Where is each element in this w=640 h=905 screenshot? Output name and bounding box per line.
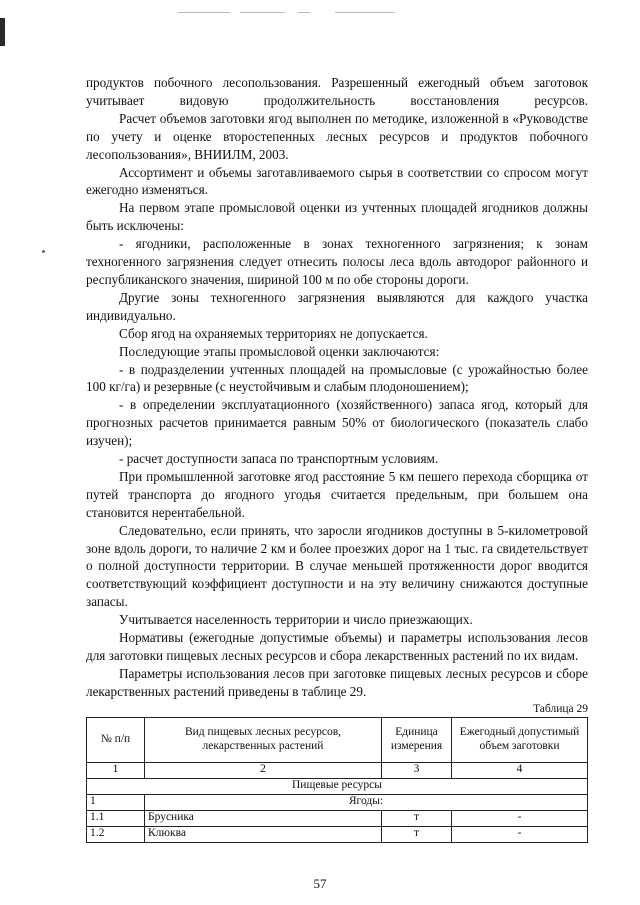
- paragraph: Нормативы (ежегодные допустимые объемы) и параметры использования лесов для заготовки пищевых лесных ресурсов и сбора лекарственных растений по их видам.: [86, 630, 588, 663]
- row-unit: т: [382, 826, 452, 842]
- scan-line: [178, 12, 230, 13]
- group-name: Ягоды:: [145, 794, 588, 810]
- paragraph: - расчет доступности запаса по транспортным условиям.: [119, 451, 439, 467]
- row-volume: -: [452, 810, 588, 826]
- section-row: [87, 778, 588, 794]
- paragraph: Параметры использования лесов при заготовке пищевых лесных ресурсов и сборе лекарственных растений приведены в таблице 29.: [86, 665, 588, 699]
- paragraph: - ягодники, расположенные в зонах техногенного загрязнения; к зонам техногенного загрязнения следует отнесить полосы леса вдоль автодорог районного и республиканского значения, шириной 100 м по обе стороны дороги.: [86, 236, 588, 287]
- paragraph: Последующие этапы промысловой оценки заключаются:: [119, 343, 440, 359]
- paragraph: Расчет объемов заготовки ягод выполнен по методике, изложенной в «Руководстве по учету и оценке второстепенных лесных ресурсов и продуктов побочного лесопользования», ВНИИЛМ, 2003.: [86, 110, 588, 162]
- paragraph: Сбор ягод на охраняемых территориях не допускается.: [119, 325, 428, 341]
- section-title: Пищевые ресурсы: [87, 778, 588, 794]
- scan-line: [298, 12, 310, 13]
- paragraph: Следовательно, если принять, что заросли ягодников доступны в 5-километровой зоне вдоль дороги, то наличие 2 км и более проезжих дорог на 1 тыс. га свидетельствует о полной доступности территории. В случае меньшей протяженности дорог вводится соответствующий коэффициент доступности и на эту величину снижаются доступные запасы.: [86, 522, 588, 610]
- row-name: Брусника: [145, 810, 382, 826]
- paragraph: - в подразделении учтенных площадей на промысловые (с урожайностью более 100 кг/га) и резервные (с неустойчивым и слабым плодоношением);: [86, 361, 588, 395]
- header-num: № п/п: [87, 717, 145, 762]
- header-annual-volume: Ежегодный допустимый объем заготовки: [452, 717, 588, 762]
- paragraph: Ассортимент и объемы заготавливаемого сырья в соответствии со спросом могут ежегодно изменяться.: [86, 164, 588, 198]
- group-num: 1: [87, 794, 145, 810]
- row-num: 1.2: [87, 826, 145, 842]
- col-number: 2: [145, 762, 382, 778]
- table-header-row: [87, 717, 588, 762]
- paragraph: Другие зоны техногенного загрязнения выявляются для каждого участка индивидуально.: [86, 289, 588, 323]
- scan-line: [335, 12, 395, 13]
- col-number: 3: [382, 762, 452, 778]
- group-row: [87, 794, 588, 810]
- table-row: [87, 810, 588, 826]
- col-number: 4: [452, 762, 588, 778]
- row-unit: т: [382, 810, 452, 826]
- body-text: [86, 74, 588, 701]
- paragraph: Учитывается населенность территории и число приезжающих.: [119, 612, 473, 628]
- row-volume: -: [452, 826, 588, 842]
- paragraph: продуктов побочного лесопользования. Разрешенный ежегодный объем заготовок учитывает видовую продолжительность восстановления ресурсов.: [86, 75, 588, 108]
- table-row: [87, 826, 588, 842]
- paragraph: - в определении эксплуатационного (хозяйственного) запаса ягод, который для прогнозных расчетов принимается равным 50% от биологического (показатель слабо изучен);: [86, 397, 588, 449]
- row-name: Клюква: [145, 826, 382, 842]
- header-unit: Единица измерения: [382, 717, 452, 762]
- paragraph: При промышленной заготовке ягод расстояние 5 км пешего перехода сборщика от путей транспорта до ягодного угодья считается предельным, при большем она становится нерентабельной.: [86, 468, 588, 520]
- data-table: [86, 717, 588, 843]
- scan-dot: [42, 250, 45, 253]
- document-page: [86, 74, 588, 843]
- paragraph: На первом этапе промысловой оценки из учтенных площадей ягодников должны быть исключены:: [86, 200, 588, 234]
- col-number: 1: [87, 762, 145, 778]
- table-caption: Таблица 29: [533, 702, 588, 715]
- column-number-row: [87, 762, 588, 778]
- header-resource-type: Вид пищевых лесных ресурсов, лекарственных растений: [145, 717, 382, 762]
- row-num: 1.1: [87, 810, 145, 826]
- scan-edge-mark: [0, 18, 5, 46]
- scan-line: [240, 12, 285, 13]
- page-number: 57: [313, 876, 327, 891]
